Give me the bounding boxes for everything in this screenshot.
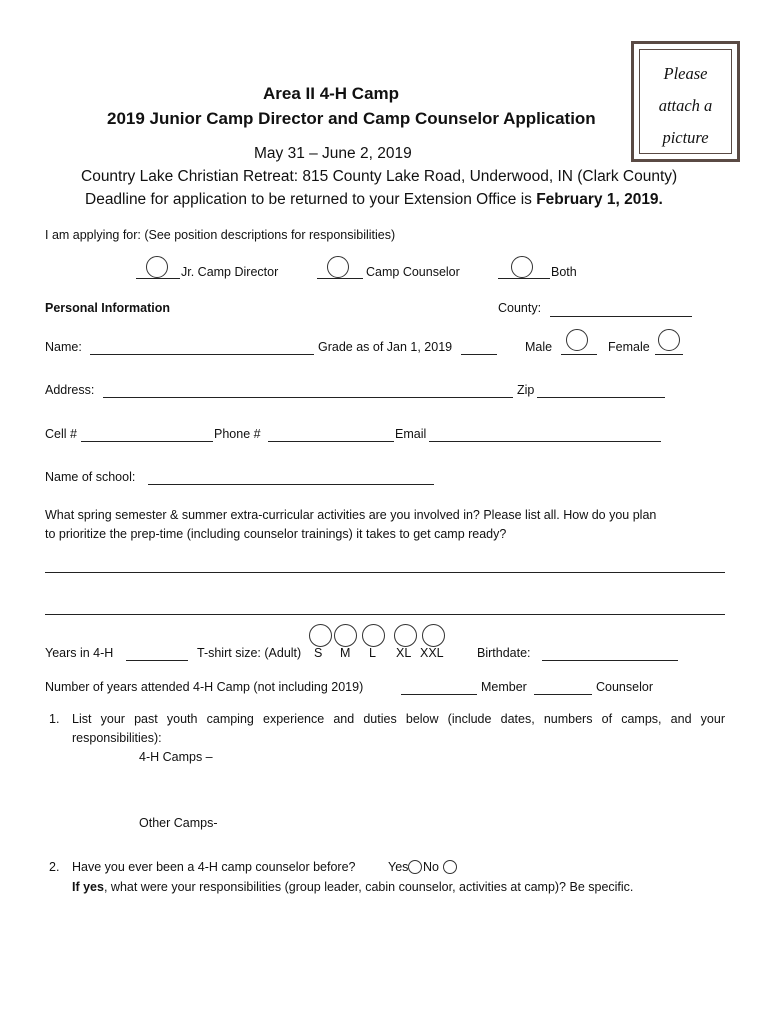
email-label: Email	[395, 427, 427, 441]
tshirt-label: T-shirt size: (Adult)	[197, 646, 302, 660]
tshirt-l-radio[interactable]	[362, 624, 385, 647]
jr-director-radio[interactable]	[146, 256, 168, 278]
tshirt-xxl-radio[interactable]	[422, 624, 445, 647]
photo-placeholder-box	[631, 41, 740, 162]
male-line	[561, 354, 597, 355]
q2-no-radio[interactable]	[443, 860, 457, 874]
size-m-label: M	[340, 646, 351, 660]
member-field[interactable]	[534, 694, 592, 695]
size-xl-label: XL	[396, 646, 412, 660]
q1-number: 1.	[49, 712, 60, 726]
q2-text: Have you ever been a 4-H camp counselor before?	[72, 860, 356, 874]
female-radio[interactable]	[658, 329, 680, 351]
q2-yes-radio[interactable]	[408, 860, 422, 874]
jr-director-line	[136, 278, 180, 279]
female-label: Female	[608, 340, 650, 354]
both-radio[interactable]	[511, 256, 533, 278]
counselor-years-label: Counselor	[596, 680, 653, 694]
years-camp-field[interactable]	[401, 694, 477, 695]
q1-text-line2: responsibilities):	[72, 731, 162, 745]
tshirt-xl-radio[interactable]	[394, 624, 417, 647]
q2-ifyes-rest: , what were your responsibilities (group leader, cabin counselor, activities at camp)? Be specific.	[103, 880, 634, 894]
size-l-label: L	[369, 646, 376, 660]
name-field[interactable]	[90, 354, 314, 355]
q1-other-camps-label: Other Camps-	[139, 816, 218, 830]
years-4h-label: Years in 4-H	[45, 646, 114, 660]
applying-intro: I am applying for: (See position descriptions for responsibilities)	[45, 228, 396, 242]
photo-text-line2: attach a	[658, 96, 713, 115]
phone-field[interactable]	[268, 441, 394, 442]
deadline-text	[85, 191, 663, 209]
birthdate-label: Birthdate:	[477, 646, 531, 660]
size-xxl-label: XXL	[420, 646, 444, 660]
address-label: Address:	[45, 383, 95, 397]
tshirt-m-radio[interactable]	[334, 624, 357, 647]
phone-label: Phone #	[214, 427, 261, 441]
male-radio[interactable]	[566, 329, 588, 351]
zip-field[interactable]	[537, 397, 665, 398]
counselor-radio[interactable]	[327, 256, 349, 278]
tshirt-s-radio[interactable]	[309, 624, 332, 647]
photo-text-line3: picture	[662, 128, 709, 147]
jr-director-label: Jr. Camp Director	[181, 265, 279, 279]
photo-inner-border	[639, 49, 732, 154]
years-4h-field[interactable]	[126, 660, 188, 661]
deadline-date: February 1, 2019.	[536, 191, 663, 208]
camp-location: Country Lake Christian Retreat: 815 County Lake Road, Underwood, IN (Clark County)	[81, 168, 678, 185]
form-subtitle: 2019 Junior Camp Director and Camp Counselor Application	[107, 109, 596, 128]
q2-number: 2.	[49, 860, 60, 874]
personal-info-heading: Personal Information	[45, 301, 171, 315]
q1-4h-camps-label: 4-H Camps –	[139, 750, 213, 764]
activities-answer-line2[interactable]	[45, 614, 725, 615]
address-field[interactable]	[103, 397, 513, 398]
county-field[interactable]	[550, 316, 692, 317]
grade-field[interactable]	[461, 354, 497, 355]
grade-label: Grade as of Jan 1, 2019	[318, 340, 453, 354]
school-label: Name of school:	[45, 470, 136, 484]
activities-question-line1: What spring semester & summer extra-curricular activities are you involved in? Please list all. How do you plan	[45, 508, 657, 522]
q1-text-line1: List your past youth camping experience and duties below (include dates, numbers of camps, and your	[72, 712, 725, 726]
q2-yes-label: Yes	[388, 860, 409, 874]
school-field[interactable]	[148, 484, 434, 485]
size-s-label: S	[314, 646, 323, 660]
form-title: Area II 4-H Camp	[263, 84, 400, 103]
counselor-label: Camp Counselor	[366, 265, 460, 279]
cell-label: Cell #	[45, 427, 77, 441]
counselor-line	[317, 278, 363, 279]
both-line	[498, 278, 550, 279]
photo-text-line1: Please	[663, 64, 708, 83]
both-label: Both	[551, 265, 577, 279]
deadline-prefix: Deadline for application to be returned to your Extension Office is	[85, 191, 537, 208]
activities-question-line2: to prioritize the prep-time (including counselor trainings) it takes to get camp ready?	[45, 527, 507, 541]
name-label: Name:	[45, 340, 82, 354]
county-label: County:	[498, 301, 542, 315]
cell-field[interactable]	[81, 441, 213, 442]
camp-dates: May 31 – June 2, 2019	[254, 145, 412, 162]
years-camp-label: Number of years attended 4-H Camp (not including 2019)	[45, 680, 364, 694]
male-label: Male	[525, 340, 553, 354]
member-label: Member	[481, 680, 527, 694]
female-line	[655, 354, 683, 355]
activities-answer-line1[interactable]	[45, 572, 725, 573]
q2-no-label: No	[423, 860, 439, 874]
q2-ifyes-bold: If yes	[72, 880, 104, 894]
email-field[interactable]	[429, 441, 661, 442]
birthdate-field[interactable]	[542, 660, 678, 661]
zip-label: Zip	[517, 383, 535, 397]
q2-ifyes-text	[72, 880, 633, 894]
